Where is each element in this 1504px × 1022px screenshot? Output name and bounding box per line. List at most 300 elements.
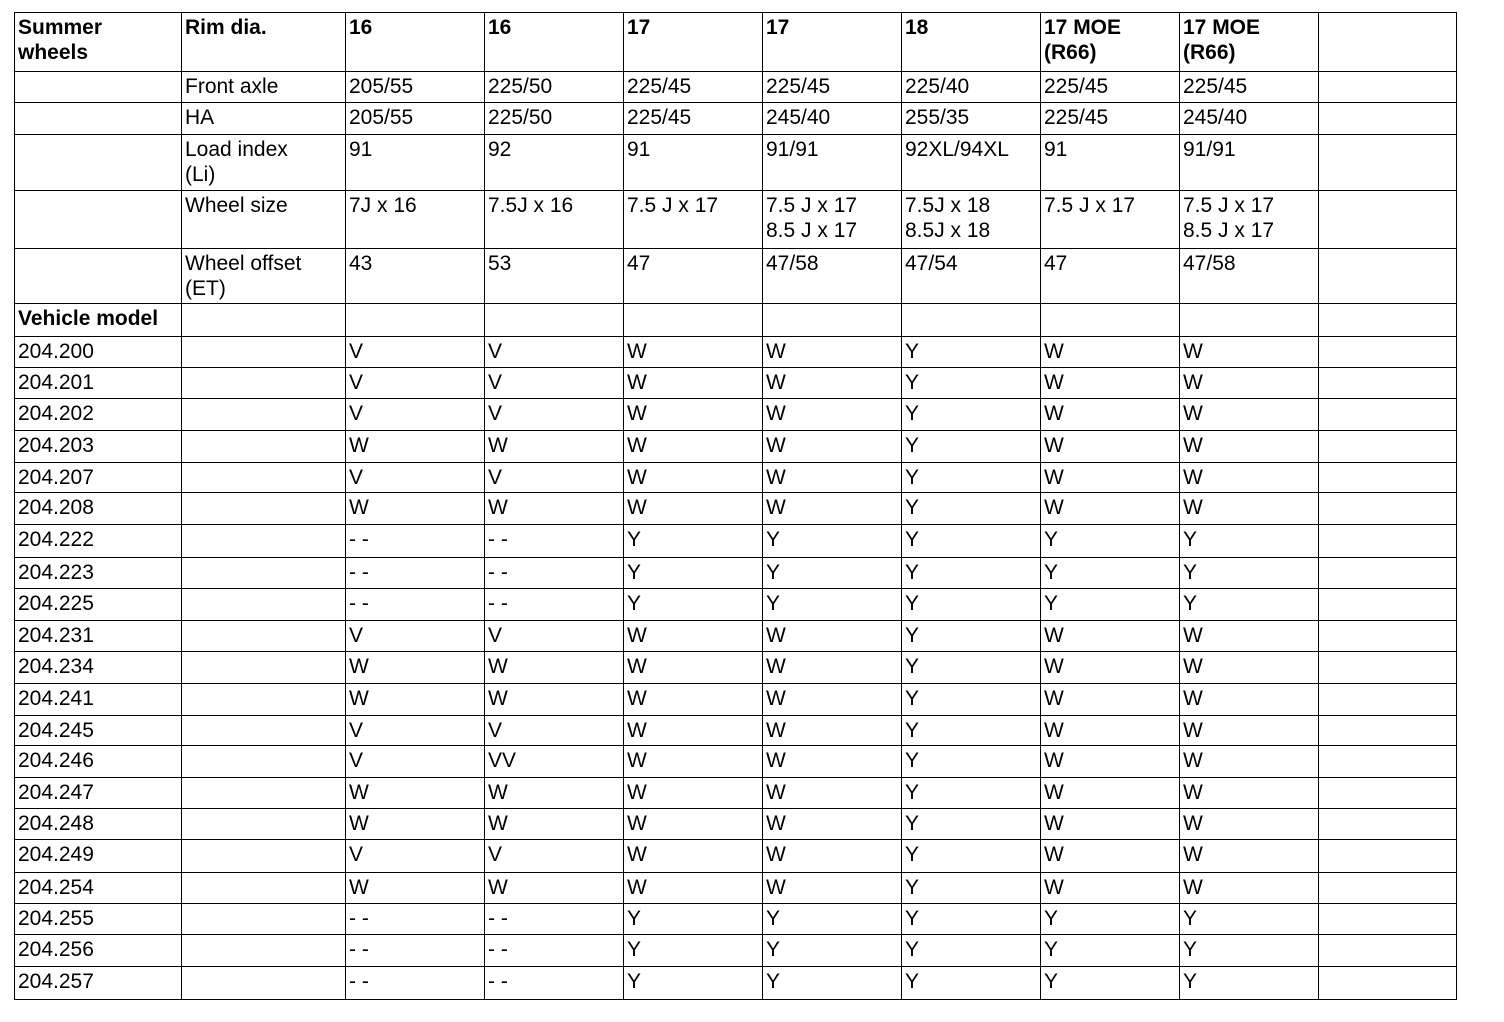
speed-rating-cell: W (763, 621, 902, 652)
speed-rating-cell: V (485, 337, 624, 368)
speed-rating-cell: W (1180, 463, 1319, 493)
empty-cell (1041, 304, 1180, 337)
spec-row (15, 135, 1457, 191)
table-row (15, 809, 1457, 840)
speed-rating-cell: W (485, 652, 624, 684)
table-row (15, 716, 1457, 746)
model-number: 204.249 (15, 840, 182, 873)
speed-rating-cell: W (763, 746, 902, 778)
speed-rating-cell (1319, 716, 1457, 746)
speed-rating-cell: Y (902, 493, 1041, 525)
speed-rating-cell: Y (902, 525, 1041, 558)
summer-wheels-header: Summer wheels (15, 13, 182, 72)
speed-rating-cell: W (1041, 621, 1180, 652)
spec-value: 47/58 (1180, 249, 1319, 304)
empty-cell (182, 904, 346, 935)
speed-rating-cell: W (763, 873, 902, 904)
speed-rating-cell: W (1041, 337, 1180, 368)
speed-rating-cell: W (624, 431, 763, 463)
speed-rating-cell (1319, 621, 1457, 652)
speed-rating-cell: V (485, 840, 624, 873)
spec-value: 255/35 (902, 103, 1041, 135)
speed-rating-cell: Y (902, 368, 1041, 399)
spec-value: 92XL/94XL (902, 135, 1041, 191)
speed-rating-cell: Y (1180, 935, 1319, 967)
speed-rating-cell: W (624, 463, 763, 493)
table-row (15, 463, 1457, 493)
speed-rating-cell: Y (763, 935, 902, 967)
speed-rating-cell: W (1041, 463, 1180, 493)
spec-value (1319, 72, 1457, 103)
rim-size-header: 16 (346, 13, 485, 72)
table-row (15, 431, 1457, 463)
empty-cell (182, 337, 346, 368)
speed-rating-cell: V (485, 399, 624, 431)
speed-rating-cell: Y (902, 809, 1041, 840)
spec-row (15, 103, 1457, 135)
empty-cell (182, 746, 346, 778)
model-number: 204.234 (15, 652, 182, 684)
model-number: 204.256 (15, 935, 182, 967)
speed-rating-cell: Y (902, 431, 1041, 463)
speed-rating-cell: V (346, 840, 485, 873)
model-number: 204.208 (15, 493, 182, 525)
speed-rating-cell: - - (485, 935, 624, 967)
speed-rating-cell: W (1180, 493, 1319, 525)
speed-rating-cell: W (624, 399, 763, 431)
speed-rating-cell: V (346, 716, 485, 746)
empty-cell (182, 304, 346, 337)
speed-rating-cell (1319, 652, 1457, 684)
empty-cell (763, 304, 902, 337)
speed-rating-cell: W (624, 809, 763, 840)
spec-value: 47/54 (902, 249, 1041, 304)
speed-rating-cell: Y (902, 463, 1041, 493)
spec-value (1319, 249, 1457, 304)
speed-rating-cell: W (485, 493, 624, 525)
speed-rating-cell: W (763, 684, 902, 716)
speed-rating-cell: W (346, 493, 485, 525)
speed-rating-cell (1319, 493, 1457, 525)
speed-rating-cell: - - (346, 558, 485, 589)
speed-rating-cell: Y (1041, 967, 1180, 1000)
speed-rating-cell: W (1180, 368, 1319, 399)
speed-rating-cell: W (1180, 873, 1319, 904)
speed-rating-cell: - - (485, 967, 624, 1000)
speed-rating-cell: Y (763, 589, 902, 621)
model-number: 204.202 (15, 399, 182, 431)
table-row (15, 337, 1457, 368)
empty-cell (182, 558, 346, 589)
speed-rating-cell: Y (1041, 935, 1180, 967)
spec-value: 225/50 (485, 72, 624, 103)
speed-rating-cell: Y (1041, 904, 1180, 935)
speed-rating-cell: Y (902, 652, 1041, 684)
speed-rating-cell: V (485, 368, 624, 399)
table-body (15, 13, 1457, 1000)
empty-cell (182, 809, 346, 840)
spec-empty-cell (15, 249, 182, 304)
speed-rating-cell: W (624, 716, 763, 746)
spec-value: 7J x 16 (346, 191, 485, 249)
table-row (15, 399, 1457, 431)
speed-rating-cell: W (1041, 368, 1180, 399)
table-row (15, 558, 1457, 589)
speed-rating-cell: W (1041, 716, 1180, 746)
rim-size-header (1319, 13, 1457, 72)
empty-cell (182, 935, 346, 967)
speed-rating-cell: - - (485, 558, 624, 589)
speed-rating-cell (1319, 525, 1457, 558)
spec-value: 225/45 (1041, 103, 1180, 135)
spec-value (1319, 191, 1457, 249)
spec-value: 7.5 J x 17 8.5 J x 17 (1180, 191, 1319, 249)
speed-rating-cell: Y (902, 399, 1041, 431)
speed-rating-cell (1319, 399, 1457, 431)
spec-empty-cell (15, 103, 182, 135)
empty-cell (182, 589, 346, 621)
rim-dia-header: Rim dia. (182, 13, 346, 72)
empty-cell (1319, 304, 1457, 337)
speed-rating-cell: W (1180, 716, 1319, 746)
speed-rating-cell: - - (485, 904, 624, 935)
speed-rating-cell: - - (485, 525, 624, 558)
table-row (15, 778, 1457, 809)
speed-rating-cell: Y (763, 525, 902, 558)
table-row (15, 967, 1457, 1000)
table-row (15, 621, 1457, 652)
speed-rating-cell: W (485, 684, 624, 716)
speed-rating-cell: Y (763, 967, 902, 1000)
speed-rating-cell: W (1180, 399, 1319, 431)
spec-value: 7.5 J x 17 (1041, 191, 1180, 249)
table-row (15, 840, 1457, 873)
rim-size-header: 17 MOE (R66) (1041, 13, 1180, 72)
empty-cell (182, 525, 346, 558)
speed-rating-cell: V (346, 746, 485, 778)
model-number: 204.254 (15, 873, 182, 904)
model-number: 204.201 (15, 368, 182, 399)
spec-value: 91 (624, 135, 763, 191)
speed-rating-cell: W (1180, 337, 1319, 368)
speed-rating-cell: - - (346, 589, 485, 621)
spec-row (15, 249, 1457, 304)
empty-cell (182, 840, 346, 873)
spec-label: Wheel offset (ET) (182, 249, 346, 304)
speed-rating-cell: W (763, 399, 902, 431)
header-row (15, 13, 1457, 72)
speed-rating-cell: W (1041, 399, 1180, 431)
model-number: 204.247 (15, 778, 182, 809)
model-number: 204.200 (15, 337, 182, 368)
speed-rating-cell (1319, 778, 1457, 809)
spec-value: 7.5J x 18 8.5J x 18 (902, 191, 1041, 249)
speed-rating-cell (1319, 558, 1457, 589)
speed-rating-cell (1319, 589, 1457, 621)
speed-rating-cell: W (624, 746, 763, 778)
spec-value: 245/40 (763, 103, 902, 135)
spec-value: 225/45 (1180, 72, 1319, 103)
speed-rating-cell: W (346, 684, 485, 716)
speed-rating-cell: W (624, 493, 763, 525)
speed-rating-cell: W (763, 840, 902, 873)
speed-rating-cell: W (1041, 493, 1180, 525)
spec-value: 43 (346, 249, 485, 304)
speed-rating-cell (1319, 684, 1457, 716)
empty-cell (182, 716, 346, 746)
spec-label: HA (182, 103, 346, 135)
speed-rating-cell: Y (902, 935, 1041, 967)
speed-rating-cell: W (763, 652, 902, 684)
speed-rating-cell: W (346, 809, 485, 840)
speed-rating-cell: Y (902, 589, 1041, 621)
spec-value: 91 (346, 135, 485, 191)
spec-value: 53 (485, 249, 624, 304)
speed-rating-cell: W (1180, 684, 1319, 716)
speed-rating-cell: Y (624, 967, 763, 1000)
speed-rating-cell: Y (624, 589, 763, 621)
speed-rating-cell: Y (1180, 904, 1319, 935)
speed-rating-cell: Y (624, 904, 763, 935)
spec-value: 7.5 J x 17 (624, 191, 763, 249)
speed-rating-cell: Y (1041, 558, 1180, 589)
table-row (15, 746, 1457, 778)
spec-row (15, 191, 1457, 249)
spec-value: 91 (1041, 135, 1180, 191)
speed-rating-cell (1319, 337, 1457, 368)
speed-rating-cell: Y (1180, 589, 1319, 621)
speed-rating-cell: W (763, 337, 902, 368)
speed-rating-cell (1319, 746, 1457, 778)
model-number: 204.257 (15, 967, 182, 1000)
speed-rating-cell: Y (624, 558, 763, 589)
speed-rating-cell: - - (346, 525, 485, 558)
speed-rating-cell (1319, 368, 1457, 399)
speed-rating-cell: - - (346, 935, 485, 967)
table-row (15, 904, 1457, 935)
spec-value: 225/45 (624, 103, 763, 135)
spec-value: 205/55 (346, 103, 485, 135)
spec-empty-cell (15, 191, 182, 249)
vehicle-model-label: Vehicle model (15, 304, 182, 337)
rim-size-header: 17 (624, 13, 763, 72)
speed-rating-cell: Y (902, 684, 1041, 716)
spec-value: 205/55 (346, 72, 485, 103)
spec-value: 7.5J x 16 (485, 191, 624, 249)
model-number: 204.203 (15, 431, 182, 463)
spec-label: Wheel size (182, 191, 346, 249)
table-row (15, 935, 1457, 967)
speed-rating-cell: W (485, 873, 624, 904)
table-row (15, 368, 1457, 399)
speed-rating-cell: - - (346, 904, 485, 935)
speed-rating-cell: W (1041, 684, 1180, 716)
spec-value: 47 (1041, 249, 1180, 304)
vehicle-model-row (15, 304, 1457, 337)
speed-rating-cell: Y (763, 558, 902, 589)
table-row (15, 652, 1457, 684)
speed-rating-cell: V (485, 621, 624, 652)
speed-rating-cell: Y (1180, 525, 1319, 558)
speed-rating-cell: W (624, 652, 763, 684)
empty-cell (182, 399, 346, 431)
speed-rating-cell: W (485, 778, 624, 809)
speed-rating-cell (1319, 840, 1457, 873)
spec-value: 47/58 (763, 249, 902, 304)
spec-value: 245/40 (1180, 103, 1319, 135)
spec-value: 225/45 (624, 72, 763, 103)
spec-value: 225/40 (902, 72, 1041, 103)
speed-rating-cell: W (1180, 809, 1319, 840)
rim-size-header: 17 MOE (R66) (1180, 13, 1319, 72)
empty-cell (182, 873, 346, 904)
empty-cell (346, 304, 485, 337)
table-row (15, 525, 1457, 558)
speed-rating-cell: Y (1041, 525, 1180, 558)
empty-cell (1180, 304, 1319, 337)
speed-rating-cell: Y (902, 558, 1041, 589)
spec-empty-cell (15, 135, 182, 191)
speed-rating-cell: W (624, 337, 763, 368)
spec-value: 47 (624, 249, 763, 304)
model-number: 204.241 (15, 684, 182, 716)
spec-value (1319, 103, 1457, 135)
speed-rating-cell: V (346, 621, 485, 652)
speed-rating-cell (1319, 431, 1457, 463)
speed-rating-cell: W (763, 716, 902, 746)
speed-rating-cell: W (1180, 778, 1319, 809)
speed-rating-cell: Y (902, 337, 1041, 368)
speed-rating-cell: Y (902, 716, 1041, 746)
speed-rating-cell: W (1041, 809, 1180, 840)
speed-rating-cell (1319, 935, 1457, 967)
speed-rating-cell: W (1041, 840, 1180, 873)
speed-rating-cell: W (1180, 431, 1319, 463)
speed-rating-cell: W (1041, 652, 1180, 684)
empty-cell (182, 493, 346, 525)
speed-rating-cell: Y (902, 778, 1041, 809)
model-number: 204.245 (15, 716, 182, 746)
empty-cell (182, 652, 346, 684)
speed-rating-cell: - - (485, 589, 624, 621)
speed-rating-cell: W (1041, 873, 1180, 904)
speed-rating-cell: W (624, 873, 763, 904)
model-number: 204.225 (15, 589, 182, 621)
speed-rating-cell: V (485, 716, 624, 746)
speed-rating-cell: W (485, 431, 624, 463)
spec-value: 7.5 J x 17 8.5 J x 17 (763, 191, 902, 249)
rim-size-header: 16 (485, 13, 624, 72)
speed-rating-cell: W (624, 684, 763, 716)
model-number: 204.231 (15, 621, 182, 652)
empty-cell (485, 304, 624, 337)
speed-rating-cell: W (1180, 840, 1319, 873)
speed-rating-cell: Y (902, 873, 1041, 904)
speed-rating-cell: W (763, 809, 902, 840)
speed-rating-cell: W (346, 873, 485, 904)
table-row (15, 684, 1457, 716)
spec-value: 91/91 (1180, 135, 1319, 191)
empty-cell (902, 304, 1041, 337)
empty-cell (624, 304, 763, 337)
speed-rating-cell (1319, 967, 1457, 1000)
speed-rating-cell: Y (902, 967, 1041, 1000)
speed-rating-cell: V (346, 399, 485, 431)
speed-rating-cell: Y (1041, 589, 1180, 621)
spec-value: 225/50 (485, 103, 624, 135)
empty-cell (182, 368, 346, 399)
speed-rating-cell: Y (1180, 967, 1319, 1000)
speed-rating-cell: W (1041, 431, 1180, 463)
model-number: 204.222 (15, 525, 182, 558)
spec-empty-cell (15, 72, 182, 103)
spec-value: 92 (485, 135, 624, 191)
spec-label: Front axle (182, 72, 346, 103)
speed-rating-cell (1319, 463, 1457, 493)
speed-rating-cell: W (763, 778, 902, 809)
speed-rating-cell: W (346, 652, 485, 684)
speed-rating-cell: W (346, 431, 485, 463)
speed-rating-cell: Y (902, 746, 1041, 778)
wheel-tire-table (14, 12, 1457, 1000)
speed-rating-cell: W (763, 493, 902, 525)
table-row (15, 589, 1457, 621)
speed-rating-cell: W (1041, 778, 1180, 809)
speed-rating-cell: V (485, 463, 624, 493)
spec-row (15, 72, 1457, 103)
speed-rating-cell: Y (902, 840, 1041, 873)
speed-rating-cell (1319, 873, 1457, 904)
empty-cell (182, 967, 346, 1000)
spec-value: 225/45 (1041, 72, 1180, 103)
table-row (15, 493, 1457, 525)
speed-rating-cell: W (1041, 746, 1180, 778)
speed-rating-cell: W (624, 368, 763, 399)
spec-value (1319, 135, 1457, 191)
speed-rating-cell: W (1180, 652, 1319, 684)
speed-rating-cell: W (624, 778, 763, 809)
speed-rating-cell (1319, 904, 1457, 935)
speed-rating-cell: Y (624, 525, 763, 558)
speed-rating-cell: W (624, 621, 763, 652)
empty-cell (182, 463, 346, 493)
speed-rating-cell: V (346, 368, 485, 399)
model-number: 204.207 (15, 463, 182, 493)
speed-rating-cell: W (346, 778, 485, 809)
rim-size-header: 18 (902, 13, 1041, 72)
empty-cell (182, 684, 346, 716)
speed-rating-cell (1319, 809, 1457, 840)
empty-cell (182, 431, 346, 463)
speed-rating-cell: W (763, 368, 902, 399)
speed-rating-cell: Y (624, 935, 763, 967)
spec-label: Load index (Li) (182, 135, 346, 191)
spec-value: 225/45 (763, 72, 902, 103)
speed-rating-cell: W (485, 809, 624, 840)
speed-rating-cell: VV (485, 746, 624, 778)
model-number: 204.246 (15, 746, 182, 778)
speed-rating-cell: V (346, 337, 485, 368)
speed-rating-cell: W (1180, 621, 1319, 652)
speed-rating-cell: Y (763, 904, 902, 935)
speed-rating-cell: V (346, 463, 485, 493)
speed-rating-cell: W (624, 840, 763, 873)
empty-cell (182, 778, 346, 809)
speed-rating-cell: Y (902, 621, 1041, 652)
empty-cell (182, 621, 346, 652)
speed-rating-cell: Y (1180, 558, 1319, 589)
speed-rating-cell: W (763, 463, 902, 493)
